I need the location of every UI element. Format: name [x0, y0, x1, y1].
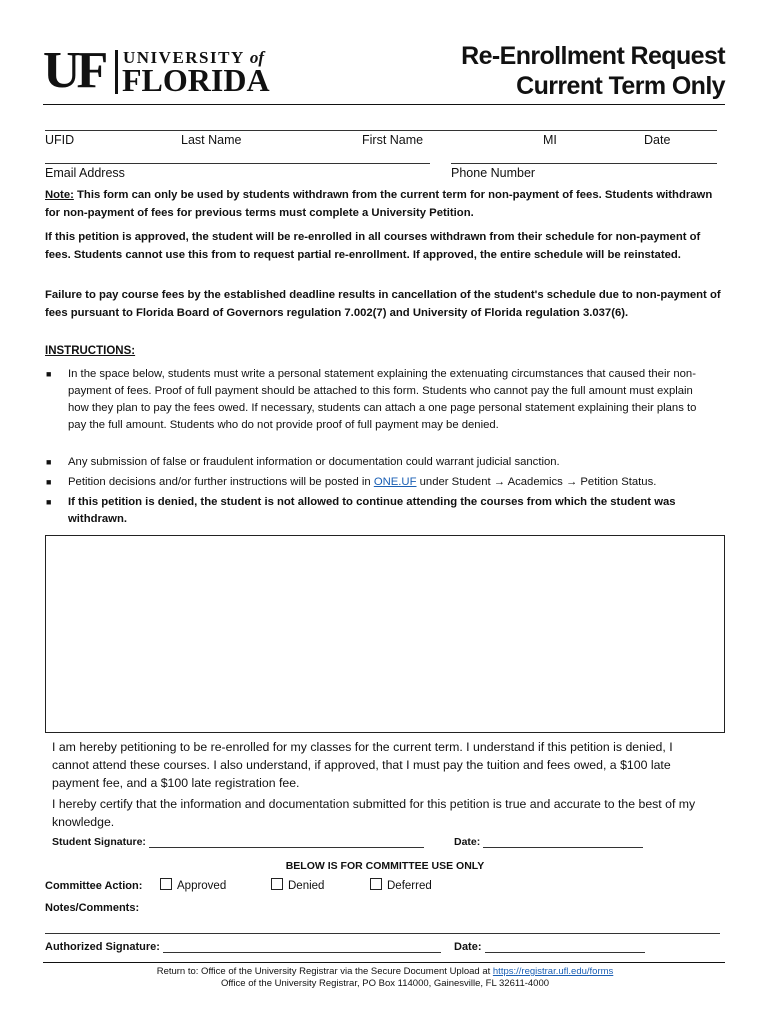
bullet-text-post: under Student → Academics → Petition Status. [416, 476, 657, 488]
instructions-heading: INSTRUCTIONS: [45, 345, 136, 357]
bullet-text: Any submission of false or fraudulent information or documentation could warrant judicial sanction. [68, 456, 560, 468]
logo-university-word: UNIVERSITY [123, 48, 245, 67]
last-name-label: Last Name [181, 133, 242, 147]
student-signature-field[interactable] [149, 837, 424, 848]
footer-line-2: Office of the University Registrar, PO Box 114000, Gainesville, FL 32611-4000 [220, 978, 550, 989]
registrar-forms-link[interactable]: https://registrar.ufl.edu/forms [492, 966, 614, 977]
email-line[interactable] [45, 163, 430, 164]
approval-paragraph: If this petition is approved, the student will be re-enrolled in all courses withdrawn from their schedule for non-payment of fees. Students cannot use this from to request partial re-enrollment. If approved, the entire schedule will be reinstated. [45, 231, 701, 261]
bullet-icon: ■ [46, 477, 52, 487]
denied-checkbox[interactable] [271, 878, 283, 890]
email-label: Email Address [45, 166, 125, 180]
student-date-field[interactable] [483, 837, 643, 848]
footer-line-1 [0, 966, 770, 977]
student-signature-label: Student Signature: [52, 836, 146, 848]
form-title: Re-Enrollment Request [461, 42, 725, 70]
note-paragraph [45, 187, 725, 222]
student-signature-row [52, 836, 424, 848]
bullet-text: If this petition is denied, the student is not allowed to continue attending the courses from which the student was withdrawn. [68, 496, 676, 525]
bullet-text [68, 474, 713, 491]
authorized-signature-row [45, 941, 441, 953]
footer-rule [43, 962, 725, 963]
header-rule [43, 104, 725, 105]
student-date-label: Date: [454, 836, 481, 848]
approved-checkbox[interactable] [160, 878, 172, 890]
authorized-signature-field[interactable] [163, 942, 441, 953]
ufid-name-date-line[interactable] [45, 130, 717, 131]
committee-action-label: Committee Action: [45, 880, 143, 892]
ufid-label: UFID [45, 133, 75, 147]
bullet-icon: ■ [46, 457, 52, 467]
committee-heading: BELOW IS FOR COMMITTEE USE ONLY [285, 860, 485, 872]
certification-paragraph-1: I am hereby petitioning to be re-enrolled for my classes for the current term. I understand if this petition is denied, I cannot attend these courses. I also understand, if approved, that I must pay the tuition and fees owed, a $100 late payment fee, and a $100 late registration fee. [52, 740, 673, 790]
note-text: This form can only be used by students withdrawn from the current term for non-payment of fees. Students withdrawn for non-payment of fees for previous terms must complete a University Petition. [45, 189, 713, 219]
bullet-icon: ■ [46, 497, 52, 507]
logo-uf-mark: UF [43, 42, 105, 99]
footer-return-text: Return to: Office of the University Registrar via the Secure Document Upload at [156, 966, 493, 977]
personal-statement-box[interactable] [45, 535, 725, 733]
deferred-checkbox[interactable] [370, 878, 382, 890]
date-label: Date [644, 133, 671, 147]
phone-line[interactable] [451, 163, 717, 164]
bullet-text: In the space below, students must write a personal statement explaining the extenuating circumstances that caused their non-payment of fees. Proof of full payment should be attached to this form. Students who cannot pay the full amount must explain how they plan to pay the fees owed. If necessary, students can attach a one page personal statement explaining their plans to pay the full amount. Students who do not provide proof of full payment may be denied. [68, 368, 697, 431]
certification-paragraph-2: I hereby certify that the information and documentation submitted for this petition is true and accurate to the best of my knowledge. [52, 797, 696, 829]
logo-of-word: of [249, 48, 265, 67]
authorized-date-field[interactable] [485, 942, 645, 953]
first-name-label: First Name [362, 133, 424, 147]
note-label: Note: [45, 189, 74, 201]
uf-logo [43, 42, 303, 99]
authorized-signature-label: Authorized Signature: [45, 941, 160, 953]
authorized-date-row [454, 941, 645, 953]
approved-label: Approved [177, 880, 227, 892]
logo-divider [115, 50, 118, 94]
phone-label: Phone Number [451, 166, 536, 180]
notes-line[interactable] [45, 933, 720, 934]
failure-paragraph: Failure to pay course fees by the established deadline results in cancellation of the student's schedule due to non-payment of fees pursuant to Florida Board of Governors regulation 7.002(7) and University of Florida regulation 3.037(6). [45, 289, 721, 319]
deferred-label: Deferred [387, 880, 432, 892]
deferred-option[interactable] [370, 878, 432, 892]
bullet-icon: ■ [46, 369, 52, 379]
denied-option[interactable] [271, 878, 324, 892]
denied-label: Denied [288, 880, 325, 892]
one-uf-link[interactable]: ONE.UF [373, 476, 417, 488]
authorized-date-label: Date: [454, 941, 482, 953]
approved-option[interactable] [160, 878, 226, 892]
logo-florida-text: FLORIDA [122, 62, 270, 98]
bullet-text-pre: Petition decisions and/or further instructions will be posted in [68, 476, 374, 488]
student-date-row [454, 836, 643, 848]
notes-label: Notes/Comments: [45, 902, 140, 914]
mi-label: MI [543, 133, 557, 147]
form-subtitle: Current Term Only [516, 72, 725, 100]
